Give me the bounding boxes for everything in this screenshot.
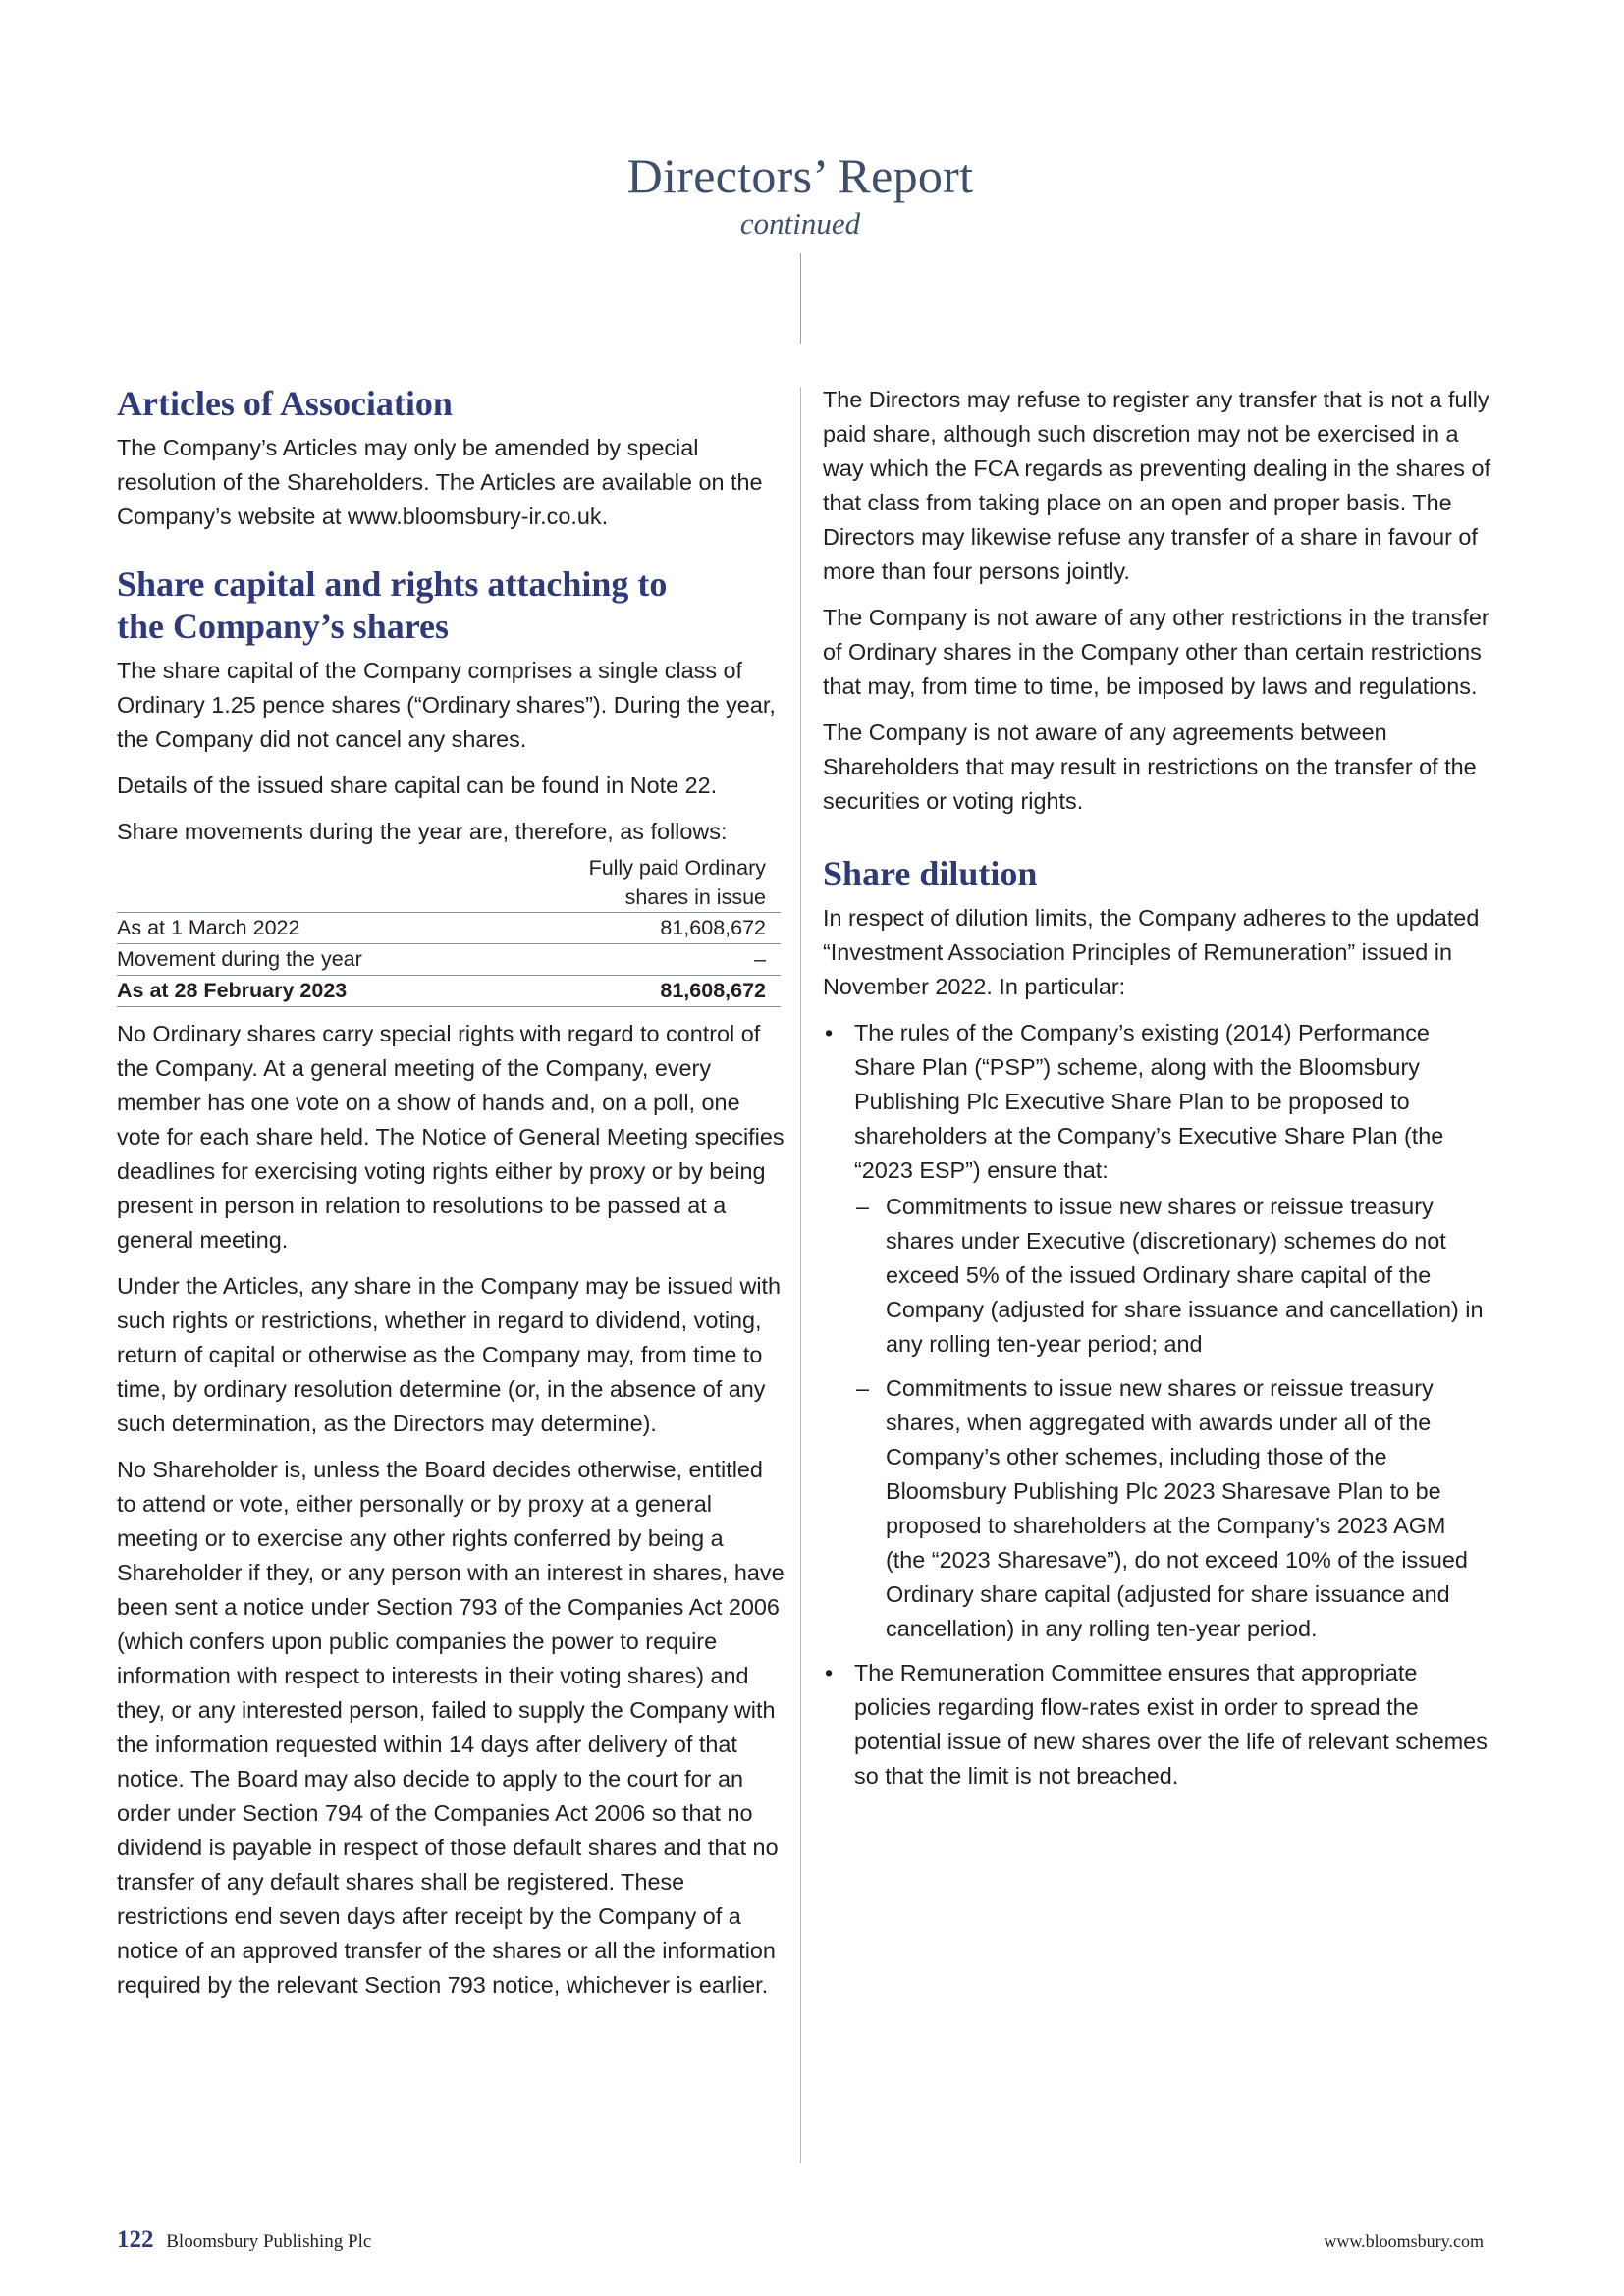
page-number: 122 bbox=[117, 2226, 154, 2253]
share-capital-paragraph-2: Details of the issued share capital can be found in Note 22. bbox=[117, 773, 718, 798]
table-header-line2: shares in issue bbox=[624, 885, 766, 909]
footer-left bbox=[117, 2226, 371, 2254]
articles-paragraph: The Company’s Articles may only be amended by special resolution of the Shareholders. The Articles are available on the Company’s website at www.bloomsbury-ir.co.uk. bbox=[117, 435, 763, 529]
left-column bbox=[117, 383, 785, 2014]
dilution-dash-list bbox=[854, 1190, 1490, 1646]
dilution-intro: In respect of dilution limits, the Company adheres to the updated “Investment Association Principles of Remuneration” issued in November 2022. In particular: bbox=[823, 905, 1480, 999]
share-capital-heading-line1: Share capital and rights attaching to bbox=[117, 564, 668, 604]
report-header bbox=[0, 147, 1600, 241]
share-dilution-heading: Share dilution bbox=[823, 854, 1038, 893]
header-divider bbox=[800, 253, 801, 344]
column-divider bbox=[800, 387, 801, 2163]
transfer-paragraph-3: The Company is not aware of any agreements between Shareholders that may result in restrictions on the transfer of the securities or voting rights. bbox=[823, 720, 1477, 814]
row-value: 81,608,672 bbox=[562, 913, 781, 944]
articles-heading: Articles of Association bbox=[117, 384, 453, 423]
footer-website: www.bloomsbury.com bbox=[1324, 2231, 1484, 2251]
table-total-row bbox=[117, 976, 781, 1007]
row-label: As at 1 March 2022 bbox=[117, 913, 562, 944]
list-item bbox=[823, 1016, 1490, 1646]
row-value: 81,608,672 bbox=[562, 976, 781, 1007]
right-column bbox=[823, 383, 1490, 1799]
share-capital-paragraph-5: Under the Articles, any share in the Company may be issued with such rights or restrictions, whether in regard to dividend, voting, return of capital or otherwise as the Company may, from time to time, by ordinary resolution determine (or, in the absence of any such determination, as the Directors may determine). bbox=[117, 1273, 782, 1436]
transfer-paragraph-1: The Directors may refuse to register any transfer that is not a fully paid share, although such discretion may not be exercised in a way which the FCA regards as preventing dealing in the shares of that class from taking place on an open and proper basis. The Directors may likewise refuse any transfer of a share in favour of more than four persons jointly. bbox=[823, 387, 1491, 584]
table-column-header bbox=[117, 853, 781, 913]
bullet-text: The rules of the Company’s existing (2014) Performance Share Plan (“PSP”) scheme, along with the Bloomsbury Publishing Plc Executive Share Plan to be proposed to shareholders at the Company’s Executive Share Plan (the “2023 ESP”) ensure that: bbox=[854, 1020, 1444, 1183]
share-capital-heading bbox=[117, 563, 785, 648]
dilution-bullet-list bbox=[823, 1016, 1490, 1793]
page-title: Directors’ Report bbox=[626, 148, 974, 203]
table-header-line1: Fully paid Ordinary bbox=[588, 856, 766, 880]
list-item: • The Remuneration Committee ensures that appropriate policies regarding flow-rates exist in order to spread the potential issue of new shares over the life of relevant schemes so that the limit is not breached. bbox=[823, 1656, 1490, 1793]
share-capital-paragraph-6: No Shareholder is, unless the Board decides otherwise, entitled to attend or vote, either personally or by proxy at a general meeting or to exercise any other rights conferred by being a Shareholder if they, or any person with an interest in shares, have been sent a notice under Section 793 of the Companies Act 2006 (which confers upon public companies the power to require information with respect to interests in their voting shares) and they, or any interested person, failed to supply the Company with the information requested within 14 days after delivery of that notice. The Board may also decide to apply to the court for an order under Section 794 of the Companies Act 2006 so that no dividend is payable in respect of those default shares and that no transfer of any default shares shall be registered. These restrictions end seven days after receipt by the Company of a notice of an approved transfer of the shares or all the information required by the relevant Section 793 notice, whichever is earlier. bbox=[117, 1457, 785, 1998]
table-header-row bbox=[117, 853, 781, 913]
page-subtitle: continued bbox=[739, 206, 861, 240]
row-label: Movement during the year bbox=[117, 944, 562, 976]
row-label: As at 28 February 2023 bbox=[117, 976, 562, 1007]
footer-company: Bloomsbury Publishing Plc bbox=[166, 2231, 372, 2252]
share-movements-table bbox=[117, 853, 781, 1007]
table-row bbox=[117, 913, 781, 944]
transfer-paragraph-2: The Company is not aware of any other restrictions in the transfer of Ordinary shares in the Company other than certain restrictions that may, from time to time, be imposed by laws and regulations. bbox=[823, 605, 1489, 699]
list-item: – Commitments to issue new shares or reissue treasury shares under Executive (discretionary) schemes do not exceed 5% of the issued Ordinary share capital of the Company (adjusted for share issuance and cancellation) in any rolling ten-year period; and bbox=[854, 1190, 1490, 1362]
share-capital-paragraph-1: The share capital of the Company comprises a single class of Ordinary 1.25 pence shares (“Ordinary shares”). During the year, the Company did not cancel any shares. bbox=[117, 658, 776, 752]
list-item: – Commitments to issue new shares or reissue treasury shares, when aggregated with awards under all of the Company’s other schemes, including those of the Bloomsbury Publishing Plc 2023 Sharesave Plan to be proposed to shareholders at the Company’s 2023 AGM (the “2023 Sharesave”), do not exceed 10% of the issued Ordinary share capital (adjusted for share issuance and cancellation) in any rolling ten-year period. bbox=[854, 1371, 1490, 1646]
share-capital-paragraph-3: Share movements during the year are, therefore, as follows: bbox=[117, 819, 728, 844]
share-capital-heading-line2: the Company’s shares bbox=[117, 607, 450, 646]
share-capital-paragraph-4: No Ordinary shares carry special rights with regard to control of the Company. At a general meeting of the Company, every member has one vote on a show of hands and, on a poll, one vote for each share held. The Notice of General Meeting specifies deadlines for exercising voting rights either by proxy or by being present in person in relation to resolutions to be passed at a general meeting. bbox=[117, 1021, 785, 1253]
table-row bbox=[117, 944, 781, 976]
row-value: – bbox=[562, 944, 781, 976]
